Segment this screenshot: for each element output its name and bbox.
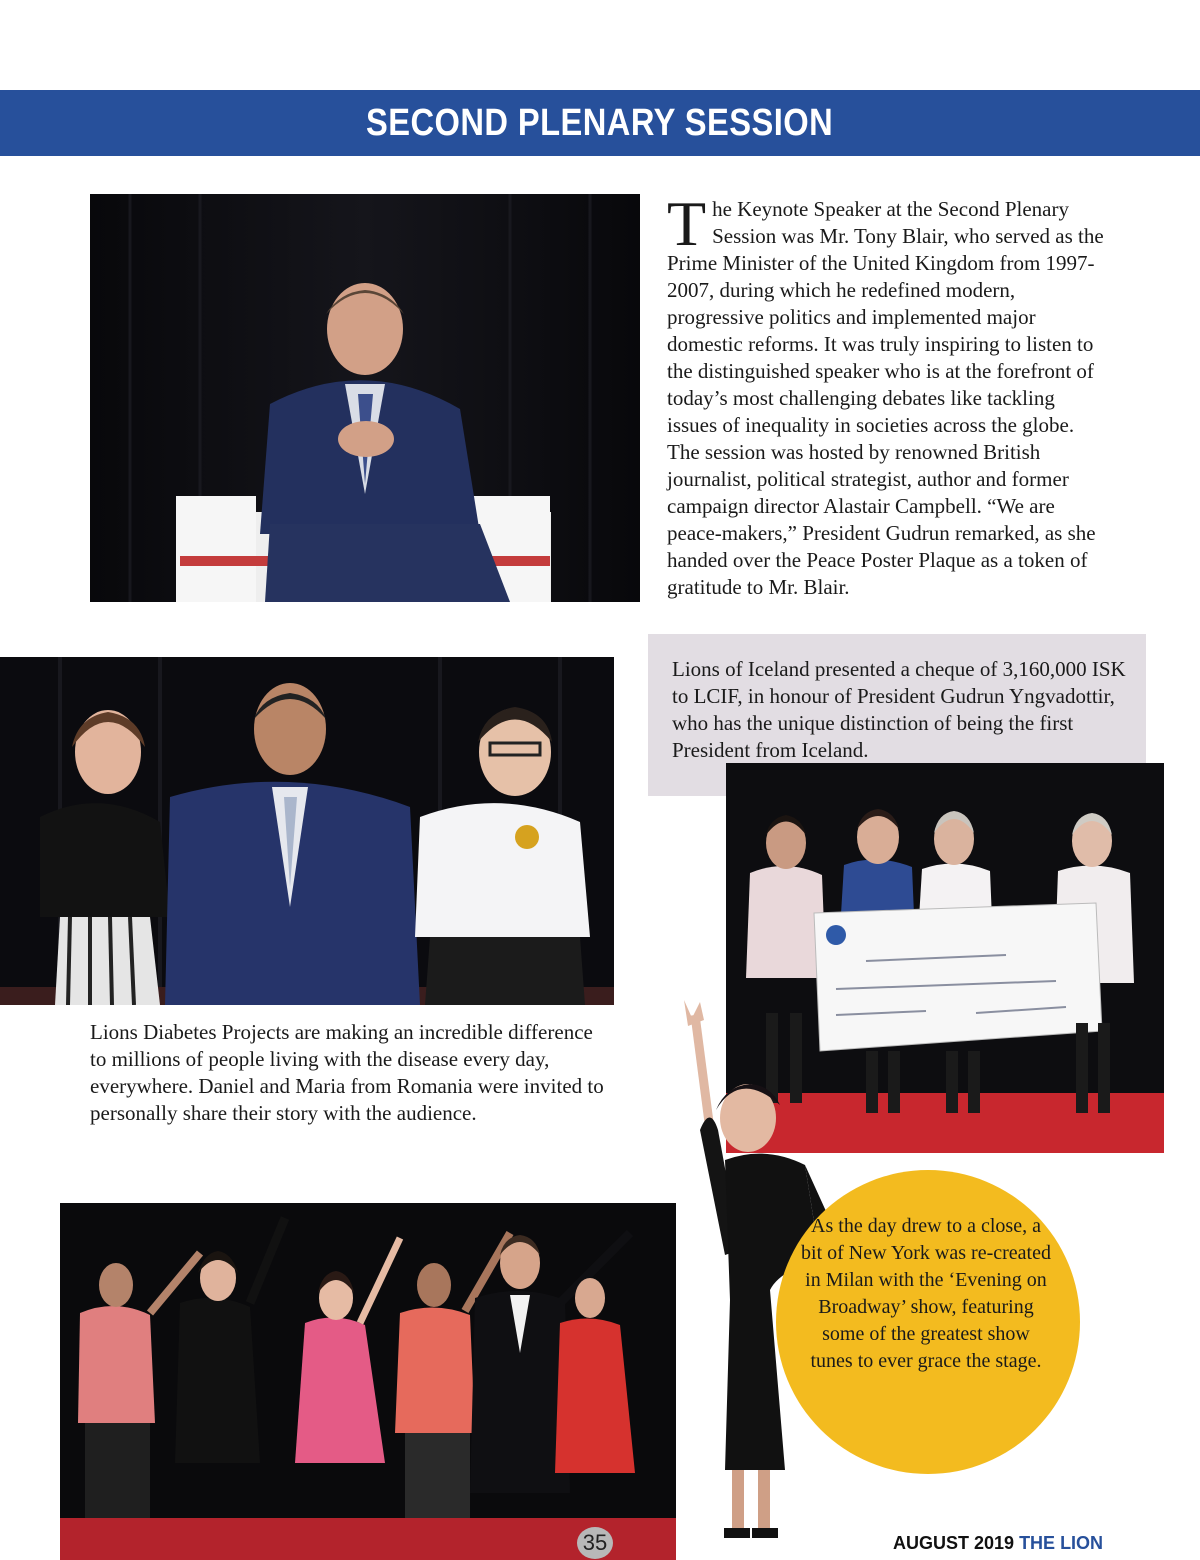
keynote-article (667, 188, 1110, 601)
broadway-performers-photo (60, 1203, 676, 1560)
diabetes-story-photo (0, 657, 614, 1005)
section-title: SECOND PLENARY SESSION (366, 101, 834, 144)
magazine-brand: THE LION (1019, 1533, 1104, 1553)
issue-date: AUGUST 2019 (893, 1533, 1015, 1553)
article-body: he Keynote Speaker at the Second Plenary Session was Mr. Tony Blair, who served as the Prime Minister of the United Kingdom from 1997-2007, during which he redefined modern, progressive politics and implemented major domestic reforms. It was truly inspiring to listen to the distinguished speaker who is at the forefront of today’s most challenging debates like tackling issues of inequality in societies across the globe. The session was hosted by renowned British journalist, political strategist, author and former campaign director Alastair Campbell. “We are peace-makers,” President Gudrun remarked, as she handed over the Peace Poster Plaque as a token of gratitude to Mr. Blair. (667, 197, 1104, 599)
diabetes-caption-text: Lions Diabetes Projects are making an incredible difference to millions of people living with the disease every day, everywhere. Daniel and Maria from Romania were invited to personally share their story with the audience. (90, 1020, 604, 1125)
page-number: 35 (577, 1527, 613, 1559)
drop-cap: T (667, 188, 707, 259)
diabetes-caption (90, 1019, 610, 1127)
issue-footer (893, 1533, 1103, 1554)
broadway-circle-text: As the day drew to a close, a bit of New York was re-created in Milan with the ‘Evening on Broadway’ show, featuring some of the greatest show tunes to ever grace the stage. (801, 1215, 1051, 1372)
keynote-speaker-photo (90, 194, 640, 602)
section-banner (0, 90, 1200, 156)
callout-text: Lions of Iceland presented a cheque of 3,160,000 ISK to LCIF, in honour of President Gudrun Yngvadottir, who has the unique distinction of being the first President from Iceland. (672, 657, 1126, 762)
